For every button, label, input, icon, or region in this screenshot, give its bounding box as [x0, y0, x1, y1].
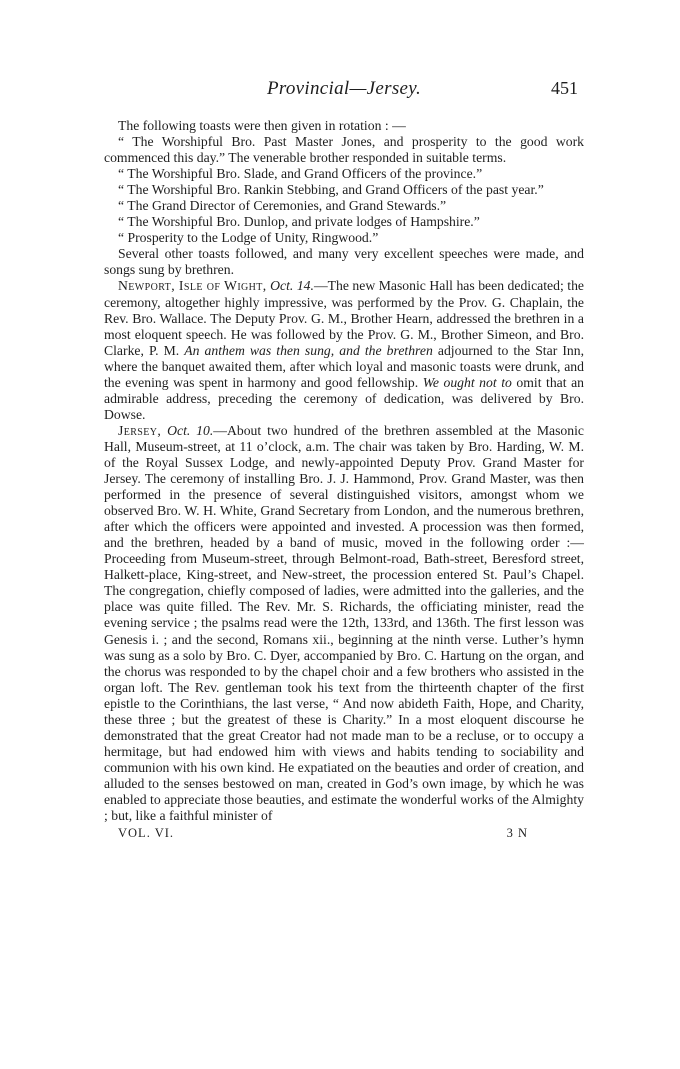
page-number: 451 [551, 78, 578, 98]
running-head [104, 78, 584, 110]
jersey-text: —About two hundred of the brethren assembled at the Masonic Hall, Museum-street, at 11 o’clock, a.m. The chair was taken by Bro. Harding, W. M. of the Royal Sussex Lodge, and newly-appointed Deputy Prov. Grand Master for Jersey. The ceremony of installing Bro. J. J. Hammond, Prov. Grand Master, was then performed in the presence of several distinguished visitors, amongst whom we observed Bro. W. H. White, Grand Secretary from London, and the numerous brethren, after which the officers were appointed and invested. A procession was then formed, and the brethren, headed by a band of music, moved in the following order :—Proceeding from Museum-street, through Belmont-road, Bath-street, Beresford street, Halkett-place, King-street, and New-street, the procession entered St. Paul’s Chapel. The congregation, chiefly composed of ladies, were admitted into the galleries, and the place was quite filled. The Rev. Mr. S. Richards, the officiating minister, read the evening service ; the psalms read were the 12th, 133rd, and 136th. The first lesson was Genesis i. ; and the second, Romans xii., beginning at the ninth verse. Luther’s hymn was sung as a solo by Bro. C. Dyer, accompanied by Bro. C. Hartung on the organ, and the chorus was responded to by the chapel choir and a few brothers who assisted in the organ loft. The Rev. gentleman took his text from the thirteenth chapter of the first epistle to the Corinthians, the last verse, “ And now abideth Faith, Hope, and Charity, these three ; but the greatest of these is Charity.” In a most eloquent discourse he demonstrated that the great Creator had not made man to be a recluse, or to occupy a hermitage, but had endowed him with views and habits tending to sociability and communion with his own kind. He expatiated on the beauties and order of creation, and alluded to the senses bestowed on man, created in God’s own image, by which he was enabled to appreciate those beauties, and estimate the wonderful works of the Almighty ; but, like a faithful minister of [104, 422, 585, 824]
toast-dunlop: “ The Worshipful Bro. Dunlop, and private lodges of Hampshire.” [118, 214, 480, 230]
newport-date: Oct. 14. [270, 278, 314, 294]
book-page [104, 78, 584, 844]
toast-slade: “ The Worshipful Bro. Slade, and Grand Officers of the province.” [118, 166, 483, 182]
jersey-lead: Jersey, [118, 422, 162, 438]
paragraph-toasts-intro: The following toasts were then given in rotation : — [118, 118, 406, 133]
newport-italic-b: We ought not to [422, 374, 512, 390]
paragraph-other-toasts: Several other toasts followed, and many very excellent speeches were made, and songs sung by brethren. [104, 246, 584, 278]
body-text [104, 118, 584, 824]
toast-grand-director: “ The Grand Director of Ceremonies, and Grand Stewards.” [118, 198, 447, 214]
newport-lead: Newport, Isle of Wight, [118, 278, 267, 294]
jersey-date: Oct. 10. [167, 422, 214, 438]
page-footer [104, 826, 584, 844]
newport-italic-a: An anthem was then sung, and the brethren [184, 342, 433, 358]
paragraph-newport [104, 278, 584, 422]
paragraph-jersey [104, 423, 584, 824]
newport-text-b: adjourned to the Star Inn, where the banquet awaited them, after which loyal and masonic toasts were drunk, and the evening was spent in harmony and good fellowship. [104, 342, 584, 390]
volume-label: VOL. VI. [118, 826, 175, 841]
newport-text-a: —The new Masonic Hall has been dedicated; the ceremony, altogether highly impressive, was performed by the Prov. G. Chaplain, the Rev. Bro. Wallace. The Deputy Prov. G. M., Brother Hearn, addressed the brethren in a most eloquent speech. He was followed by the Prov. G. M., Brother Simeon, and Bro. Clarke, P. M. [104, 278, 585, 358]
toast-jones: “ The Worshipful Bro. Past Master Jones, and prosperity to the good work commenced this day.” The venerable brother responded in suitable terms. [104, 134, 584, 166]
running-title: Provincial—Jersey. [266, 78, 421, 99]
newport-text-c: omit that an admirable address, preceding the ceremony of dedication, was delivered by Bro. Dowse. [104, 374, 585, 422]
signature-mark: 3 N [506, 826, 528, 841]
toast-stebbing: “ The Worshipful Bro. Rankin Stebbing, and Grand Officers of the past year.” [118, 182, 544, 198]
toast-lodge-of-unity: “ Prosperity to the Lodge of Unity, Ringwood.” [118, 230, 379, 246]
